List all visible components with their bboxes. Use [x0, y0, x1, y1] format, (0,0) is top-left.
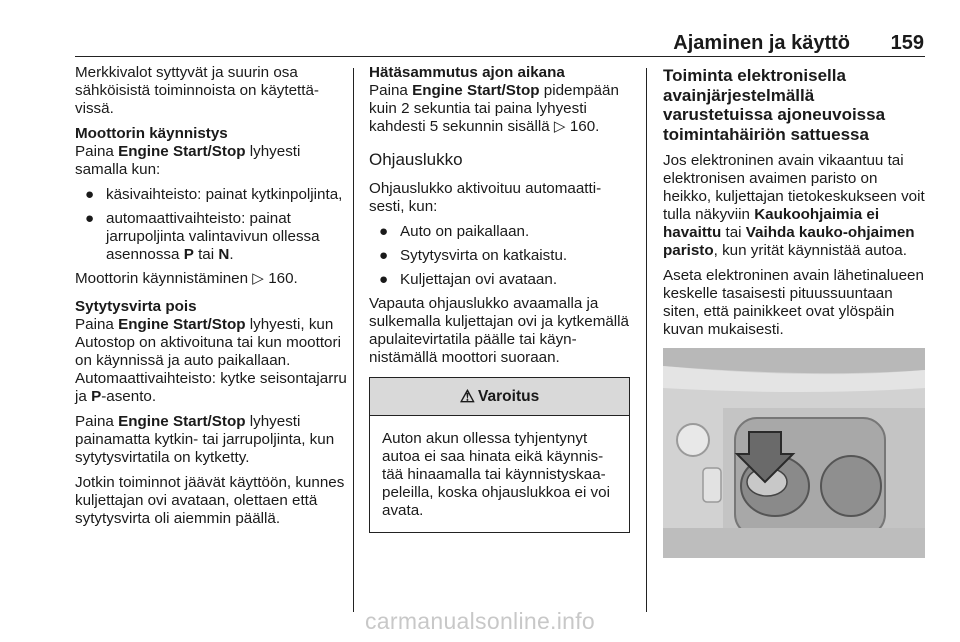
watermark: carmanualsonline.info	[364, 608, 596, 634]
malfunction-paragraph: Jos elektroninen avain vikaantuu tai elektronisen avaimen paristo on heikko, kuljettajan tietokeskukseen voit tulla näkyviin Kaukoohjaimia ei havaittu tai Vaihda kauko-ohjaimen paristo, kun yrität käynnistää autoa.	[663, 152, 925, 259]
reference-arrow-icon: ▷	[252, 270, 264, 287]
engine-start-reference[interactable]: Moottorin käynnistäminen ▷ 160.	[75, 270, 298, 287]
column-divider-1	[353, 68, 354, 612]
list-item: ● Kuljettajan ovi avataan.	[379, 271, 558, 288]
column-1	[75, 64, 347, 535]
intro-paragraph: Merkkivalot syttyvät ja suurin osa sähköisistä toiminnoista on käytettävissä.	[75, 64, 319, 117]
engine-start-list	[75, 186, 347, 264]
reference-arrow-icon: ▷	[553, 118, 566, 135]
automatic-transmission-paragraph: Automaattivaihteisto: kytke seisontajarru ja P-asento.	[75, 370, 347, 405]
placement-paragraph: Aseta elektroninen avain lähetinalueen keskelle tasaisesti pituussuuntaan siten, että painikkeet ovat ylöspäin kuvan mukaisesti.	[663, 267, 924, 338]
ignition-off-heading: Sytytysvirta pois	[75, 298, 197, 315]
column-3	[663, 64, 928, 346]
ignition-off-paragraph: Paina Engine Start/Stop lyhyesti, kun Autostop on aktivoituna tai kun moottori on käynnissä ja auto paikallaan.	[75, 316, 341, 369]
release-paragraph: Vapauta ohjauslukko avaamalla ja sulkemalla kuljettajan ovi ja kytkemällä apulaitevirtatila päälle tai käynnistämällä moottori suoraan.	[369, 295, 629, 366]
list-item: ● käsivaihteisto: painat kytkinpoljinta,	[85, 186, 343, 203]
list-item: ● automaattivaihteisto: painat jarrupoljinta valintavivun ollessa asennossa P tai N.	[85, 210, 320, 263]
warning-title: Varoitus	[478, 387, 540, 405]
list-item: ● Auto on paikallaan.	[379, 223, 530, 240]
functions-paragraph: Jotkin toiminnot jäävät käyttöön, kunnes kuljettajan ovi avataan, olettaen että sytytysvirta oli aiemmin päällä.	[75, 474, 345, 527]
warning-triangle-icon: ⚠	[459, 386, 476, 406]
engine-start-paragraph: Paina Engine Start/Stop lyhyesti samalla kun:	[75, 143, 301, 178]
emergency-stop-heading: Hätäsammutus ajon aikana	[369, 64, 565, 81]
steering-lock-intro: Ohjauslukko aktivoituu automaattisesti, kun:	[369, 180, 602, 215]
page-header-title: Ajaminen ja käyttö	[673, 32, 850, 54]
column-divider-2	[646, 68, 647, 612]
page-number: 159	[890, 32, 924, 54]
header-rule	[75, 56, 925, 57]
warning-text: Auton akun ollessa tyhjentynyt autoa ei saa hinata eikä käynnistää hinaamalla tai käynnistyskaapeleilla, koska ohjauslukkoa ei voi avata.	[382, 430, 610, 519]
list-item: ● Sytytysvirta on katkaistu.	[379, 247, 568, 264]
column-2	[369, 64, 631, 533]
ignition-off-paragraph-2: Paina Engine Start/Stop lyhyesti painamatta kytkin- tai jarrupoljinta, kun sytytysvirtatila on kytketty.	[75, 413, 335, 466]
emergency-stop-paragraph: Paina Engine Start/Stop pidempään kuin 2 sekuntia tai paina lyhyesti kahdesti 5 sekunnin sisällä ▷ 160.	[369, 82, 619, 135]
key-placement-illustration	[663, 348, 925, 558]
warning-header	[370, 378, 629, 416]
engine-start-heading: Moottorin käynnistys	[75, 125, 228, 142]
steering-lock-list	[369, 223, 631, 289]
steering-lock-heading: Ohjauslukko	[369, 150, 463, 169]
warning-box	[369, 377, 630, 533]
malfunction-heading: Toiminta elektronisella avainjärjestelmällä varustetuissa ajoneuvoissa toimintahäiriön sattuessa	[663, 66, 886, 144]
